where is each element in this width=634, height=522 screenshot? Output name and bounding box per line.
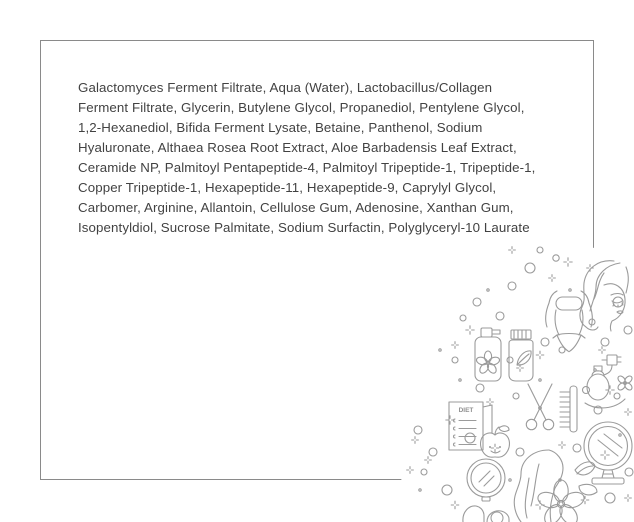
ingredients-line: Ceramide NP, Palmitoyl Pentapeptide-4, Palmitoyl Tripeptide-1, Tripeptide-1, bbox=[78, 160, 536, 175]
ingredients-line: Hyaluronate, Althaea Rosea Root Extract, Aloe Barbadensis Leaf Extract, bbox=[78, 140, 517, 155]
ingredients-line: Galactomyces Ferment Filtrate, Aqua (Water), Lactobacillus/Collagen bbox=[78, 80, 493, 95]
ingredients-line: 1,2-Hexanediol, Bifida Ferment Lysate, Betaine, Panthenol, Sodium bbox=[78, 120, 483, 135]
ingredients-line: Ferment Filtrate, Glycerin, Butylene Glycol, Propanediol, Pentylene Glycol, bbox=[78, 100, 525, 115]
ingredients-line: Copper Tripeptide-1, Hexapeptide-11, Hexapeptide-9, Caprylyl Glycol, bbox=[78, 180, 497, 195]
beauty-icons-illustration bbox=[360, 230, 634, 522]
diet-label: DIET bbox=[458, 407, 474, 414]
ingredients-line: Isopentyldiol, Sucrose Palmitate, Sodium Surfactin, Polyglyceryl-10 Laurate bbox=[78, 220, 530, 235]
ingredients-text bbox=[78, 78, 535, 238]
ingredients-line: Carbomer, Arginine, Allantoin, Cellulose Gum, Adenosine, Xanthan Gum, bbox=[78, 200, 514, 215]
